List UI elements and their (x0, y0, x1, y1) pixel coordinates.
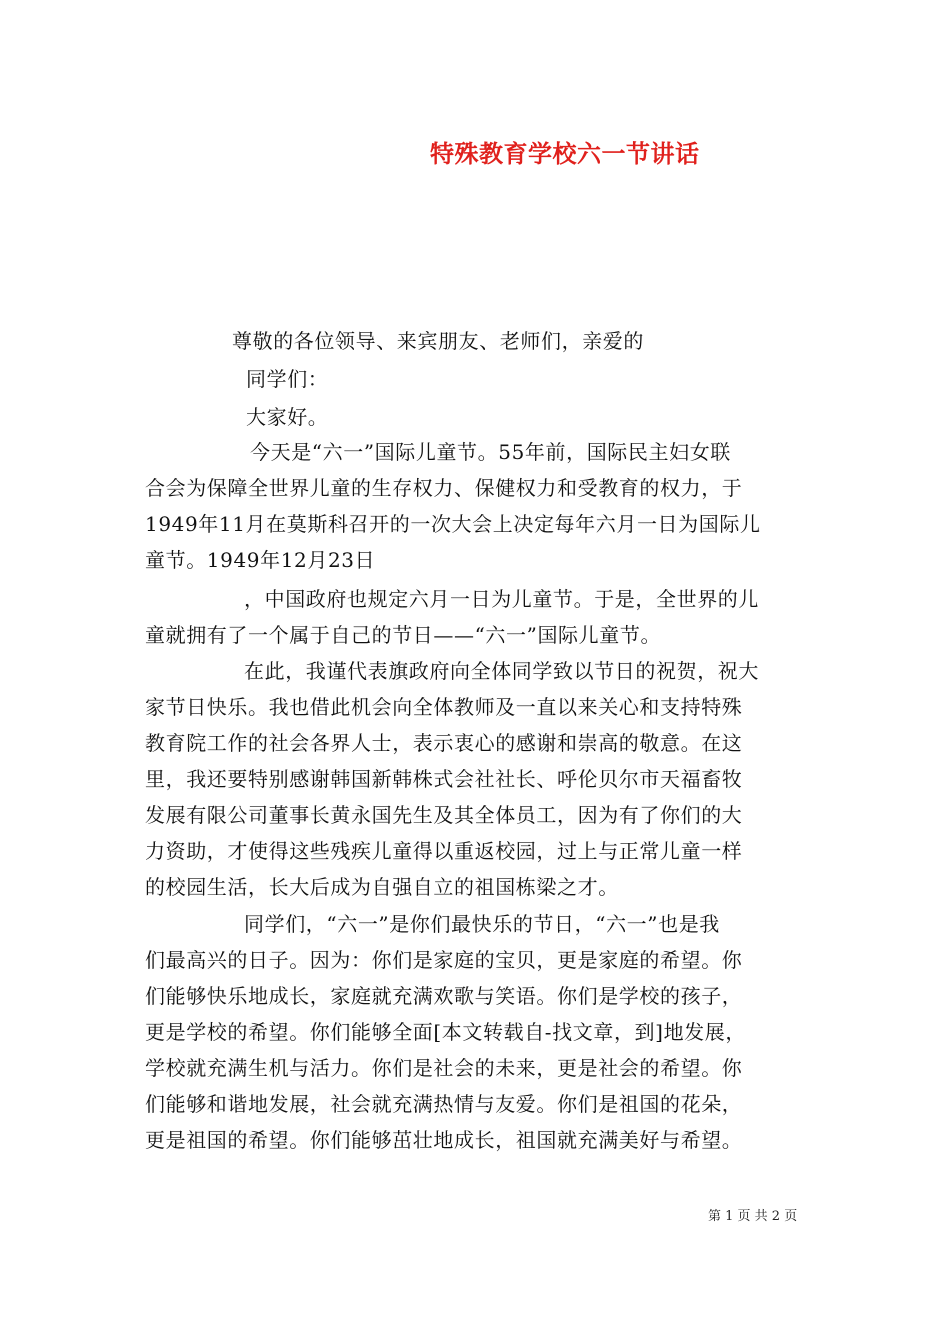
text-line: 在此，我谨代表旗政府向全体同学致以节日的祝贺，祝大 (244, 659, 759, 683)
text-line: 家节日快乐。我也借此机会向全体教师及一直以来关心和支持特殊 (145, 695, 743, 719)
page-number-footer: 第 1 页 共 2 页 (708, 1209, 798, 1224)
text-line: ，中国政府也规定六月一日为儿童节。于是，全世界的儿 (244, 587, 759, 611)
text-line: 发展有限公司董事长黄永国先生及其全体员工，因为有了你们的大 (145, 803, 743, 827)
text-line: 大家好。 (246, 405, 329, 429)
text-line: 学校就充满生机与活力。你们是社会的未来，更是社会的希望。你 (145, 1056, 743, 1080)
text-line: 今天是“六一”国际儿童节。55年前，国际民主妇女联 (250, 440, 731, 464)
text-line: 1949年11月在莫斯科召开的一次大会上决定每年六月一日为国际儿 (145, 512, 761, 536)
text-line: 童就拥有了一个属于自己的节日——“六一”国际儿童节。 (145, 623, 662, 647)
text-line: 们能够和谐地发展，社会就充满热情与友爱。你们是祖国的花朵， (145, 1092, 743, 1116)
document-title: 特殊教育学校六一节讲话 (430, 139, 700, 168)
text-line: 的校园生活，长大后成为自强自立的祖国栋梁之才。 (145, 875, 619, 899)
text-line: 们能够快乐地成长，家庭就充满欢歌与笑语。你们是学校的孩子， (145, 984, 743, 1008)
text-line: 力资助，才使得这些残疾儿童得以重返校园，过上与正常儿童一样 (145, 839, 743, 863)
text-line: 教育院工作的社会各界人士，表示衷心的感谢和崇高的敬意。在这 (145, 731, 743, 755)
text-line: 同学们： (246, 367, 329, 391)
text-line: 们最高兴的日子。因为：你们是家庭的宝贝，更是家庭的希望。你 (145, 948, 743, 972)
text-line: 合会为保障全世界儿童的生存权力、保健权力和受教育的权力，于 (145, 476, 743, 500)
text-line: 童节。1949年12月23日 (145, 548, 376, 572)
text-line: 更是祖国的希望。你们能够茁壮地成长，祖国就充满美好与希望。 (145, 1128, 743, 1152)
text-line: 更是学校的希望。你们能够全面[本文转载自-找文章，到]地发展， (145, 1020, 746, 1044)
text-line: 同学们，“六一”是你们最快乐的节日，“六一”也是我 (244, 912, 720, 936)
text-line: 尊敬的各位领导、来宾朋友、老师们，亲爱的 (232, 329, 644, 353)
text-line: 里，我还要特别感谢韩国新韩株式会社社长、呼伦贝尔市天福畜牧 (145, 767, 743, 791)
